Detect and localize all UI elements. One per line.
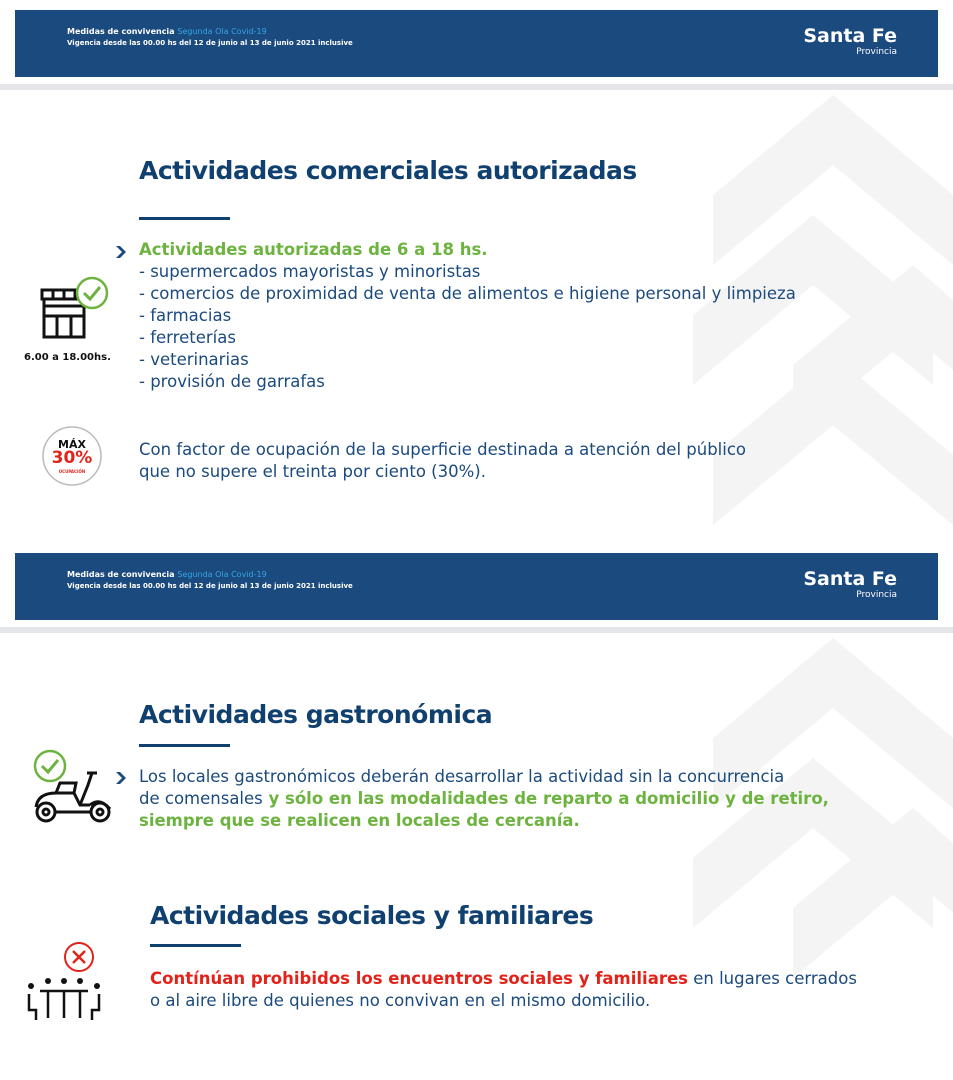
cross-circle-icon: [62, 940, 96, 974]
capacity-line: que no supere el treinta por ciento (30%).: [139, 462, 486, 481]
gastro-line: siempre que se realicen en locales de cercanía.: [139, 811, 580, 830]
check-circle-icon: [75, 276, 109, 310]
brand-name: Santa Fe: [803, 568, 897, 590]
header-band: [15, 553, 938, 620]
bullet-arrow-icon: [116, 772, 126, 784]
social-text: [150, 968, 857, 1012]
capacity-line: Con factor de ocupación de la superficie destinada a atención del público: [139, 440, 747, 459]
header-tag: Segunda Ola Covid-19: [177, 27, 267, 36]
gastro-line: [139, 788, 829, 810]
header-validity: Vigencia desde las 00.00 hs del 12 de junio al 13 de junio 2021 inclusive: [67, 582, 353, 590]
brand-sub: Provincia: [856, 47, 897, 57]
gastro-line: Los locales gastronómicos deberán desarrollar la actividad sin la concurrencia: [139, 767, 785, 786]
title-underline: [150, 944, 241, 947]
brand-sub: Provincia: [856, 590, 897, 600]
header-band: [15, 10, 938, 77]
title-underline: [139, 744, 230, 747]
gastro-text: [139, 766, 829, 832]
header-title: Medidas de convivencia: [67, 570, 175, 579]
section-title-commercial: Actividades comerciales autorizadas: [139, 156, 637, 185]
social-line1-highlight: Contínúan prohibidos los encuentros sociales y familiares: [150, 969, 688, 988]
header-title-line: [67, 570, 267, 579]
badge-bottom-text: OCUPACIÓN: [58, 469, 86, 474]
list-item: - ferreterías: [139, 328, 236, 347]
social-line1-plain: en lugares cerrados: [688, 969, 857, 988]
commercial-list: [139, 239, 796, 393]
gastro-line2-plain: de comensales: [139, 789, 263, 808]
hours-label: 6.00 a 18.00hs.: [24, 352, 111, 363]
list-item: - comercios de proximidad de venta de alimentos e higiene personal y limpieza: [139, 284, 796, 303]
santa-fe-logo: [803, 25, 897, 58]
list-item: - farmacias: [139, 306, 232, 325]
capacity-text: [139, 439, 746, 483]
badge-value: 30%: [51, 448, 93, 468]
slide-gastro-social: [0, 543, 953, 1080]
header-title-line: [67, 27, 267, 36]
list-item: - provisión de garrafas: [139, 372, 325, 391]
separator: [0, 627, 953, 633]
header-validity: Vigencia desde las 00.00 hs del 12 de junio al 13 de junio 2021 inclusive: [67, 39, 353, 47]
commercial-lead: Actividades autorizadas de 6 a 18 hs.: [139, 240, 488, 259]
section-title-social: Actividades sociales y familiares: [150, 901, 594, 930]
social-line: [150, 968, 857, 990]
section-title-gastro: Actividades gastronómica: [139, 700, 493, 729]
badge-top-text: MÁX: [58, 438, 86, 451]
bullet-arrow-icon: [116, 246, 126, 258]
header-title: Medidas de convivencia: [67, 27, 175, 36]
brand-name: Santa Fe: [803, 25, 897, 47]
capacity-badge-icon: [41, 425, 103, 487]
social-gathering-icon: [26, 976, 106, 1028]
gastro-line2-highlight: y sólo en las modalidades de reparto a domicilio y de retiro,: [262, 789, 829, 808]
title-underline: [139, 217, 230, 220]
delivery-scooter-icon: [30, 767, 114, 827]
separator: [0, 84, 953, 90]
header-tag: Segunda Ola Covid-19: [177, 570, 267, 579]
list-item: - veterinarias: [139, 350, 249, 369]
santa-fe-logo: [803, 568, 897, 601]
social-line: o al aire libre de quienes no convivan en el mismo domicilio.: [150, 991, 651, 1010]
list-item: - supermercados mayoristas y minoristas: [139, 262, 481, 281]
